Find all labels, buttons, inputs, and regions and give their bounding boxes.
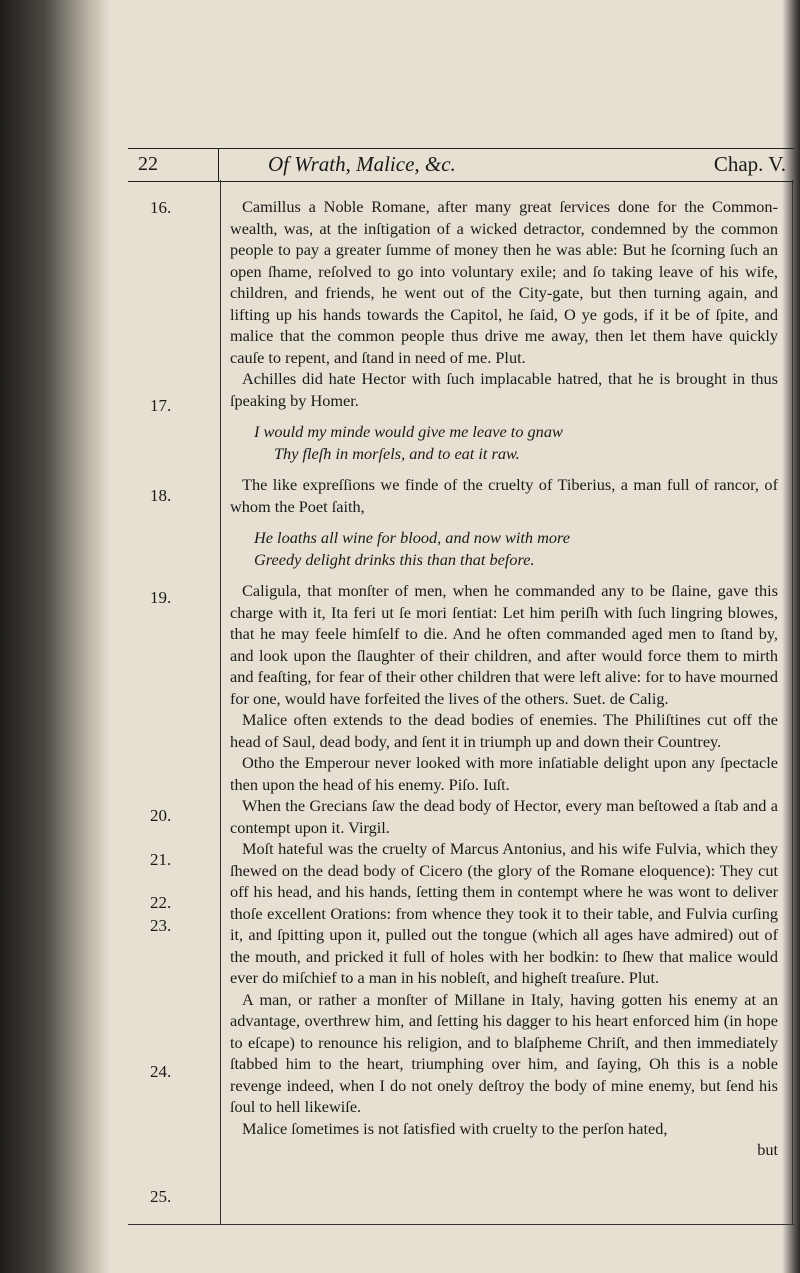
running-header <box>128 148 794 182</box>
bottom-border-rule <box>128 1224 794 1225</box>
margin-number: 19. <box>150 588 172 607</box>
paragraph-17: Achilles did hate Hector with ſuch implacable hatred, that he is brought in thus ſpeaking by Homer. <box>230 369 778 410</box>
paragraph-16: Camillus a Noble Romane, after many great ſervices done for the Common-wealth, was, at the inſtigation of a wicked detractor, condemned by the common people to pay a greater ſumme of money then he was able: But he ſcorning ſuch an open ſhame, reſolved to go into voluntary exile; and ſo taking leave of his wife, children, and friends, he went out of the City-gate, but then turning again, and lifting up his hands towards the Capitol, he ſaid, O ye gods, if it be of ſpite, and malice that the common people thus drive me away, then let them have quickly cauſe to repent, and ſtand in need of me. Plut. <box>230 197 778 367</box>
page-edge-shadow <box>782 0 800 1273</box>
margin-column <box>128 180 221 1225</box>
margin-number: 20. <box>150 806 172 825</box>
paragraph-21: Otho the Emperour never looked with more inſatiable delight upon any ſpectacle then upon the head of his enemy. Piſo. Iuſt. <box>230 753 778 794</box>
binding-shadow <box>0 0 110 1273</box>
paragraph-24: A man, or rather a monſter of Millane in Italy, having gotten his enemy at an advantage, overthrew him, and ſetting his dagger to his heart enforced him (in hope to eſcape) to renounce his religion, and to blaſpheme Chriſt, and then immediately ſtabbed him to the heart, triumphing over him, and ſaying, Oh this is a noble revenge indeed, when I do not onely deſtroy the body of mine enemy, but ſend his ſoul to hell likewiſe. <box>230 989 778 1116</box>
paragraph-23: Moſt hateful was the cruelty of Marcus Antonius, and his wife Fulvia, which they ſhewed on the dead body of Cicero (the glory of the Romane eloquence): They cut off his head, and his hands, ſetting them in contempt where he was wont to deliver thoſe excellent Orations: from whence they took it to their table, and Fulvia curſing it, and ſpitting upon it, pulled out the tongue (which all ages have admired) out of the mouth, and pricked it full of holes with her bodkin: to ſhew that malice would ever do miſchief to a man in his nobleſt, and higheſt treaſure. Plut. <box>230 839 778 987</box>
margin-number: 21. <box>150 850 172 869</box>
paragraph-22: When the Grecians ſaw the dead body of Hector, every man beſtowed a ſtab and a contempt upon it. Virgil. <box>230 796 778 837</box>
right-border-rule <box>792 180 793 1225</box>
header-divider <box>218 149 219 181</box>
page-number: 22 <box>138 153 158 175</box>
paragraph-19: Caligula, that monſter of men, when he commanded any to be ſlaine, gave this charge with it, Ita feri ut ſe mori ſentiat: Let him periſh with ſuch lingring blowes, that he may feele himſelf to die. And he often commanded aged men to ſtand by, and look upon the ſlaughter of their children, and after would force them to mirth and feaſting, for fear of their other children that were left alive: for to have mourned for one, would have forfeited the lives of the others. Suet. de Calig. <box>230 581 778 708</box>
margin-number: 22. <box>150 893 172 912</box>
running-title: Of Wrath, Malice, &c. <box>268 152 456 176</box>
margin-number: 18. <box>150 486 172 505</box>
verse-line: He loaths all wine for blood, and now with more <box>254 528 570 547</box>
verse-tiberius <box>254 527 778 570</box>
margin-number: 25. <box>150 1187 172 1206</box>
catchword: but <box>757 1140 778 1159</box>
margin-number: 17. <box>150 396 172 415</box>
main-text <box>230 196 778 1161</box>
paragraph-25: Malice ſometimes is not ſatisfied with cruelty to the perſon hated, <box>242 1118 668 1138</box>
paragraph-20: Malice often extends to the dead bodies of enemies. The Philiſtines cut off the head of Saul, dead body, and ſent it in triumph up and down their Countrey. <box>230 710 778 751</box>
margin-number: 24. <box>150 1062 172 1081</box>
paragraph-18: The like expreſſions we finde of the cruelty of Tiberius, a man full of rancor, of whom the Poet ſaith, <box>230 475 778 516</box>
verse-line: Thy fleſh in morſels, and to eat it raw. <box>274 443 520 463</box>
margin-number: 23. <box>150 916 172 935</box>
verse-line: Greedy delight drinks this than that before. <box>254 549 535 569</box>
margin-number: 16. <box>150 198 172 217</box>
chapter-label: Chap. V. <box>713 152 786 176</box>
verse-achilles <box>254 421 778 464</box>
verse-line: I would my minde would give me leave to gnaw <box>254 422 563 441</box>
